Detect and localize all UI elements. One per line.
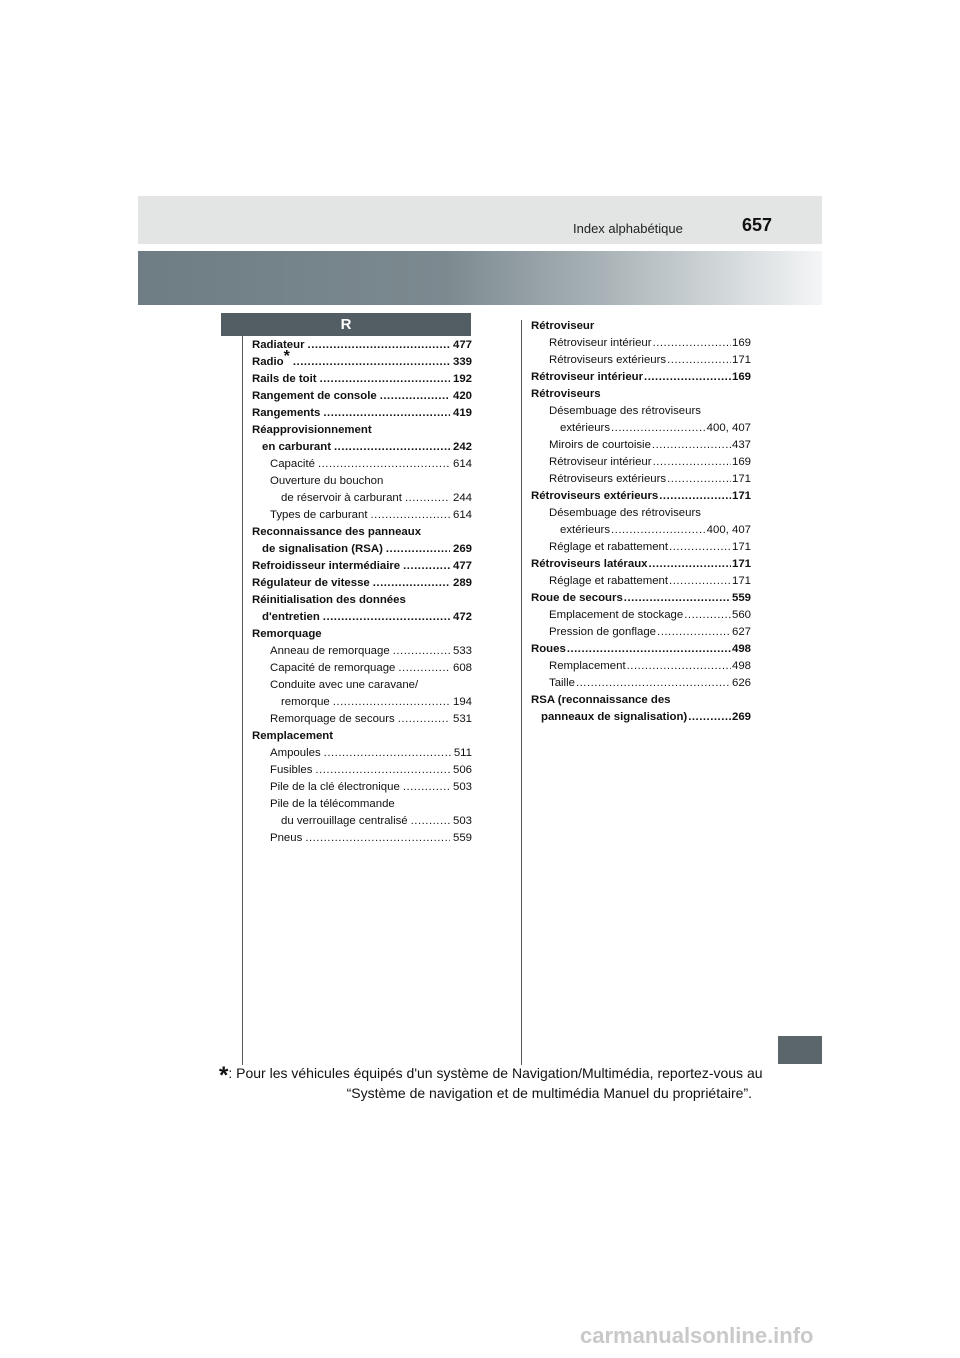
dot-leader [308, 337, 450, 354]
dot-leader [649, 556, 731, 573]
thumb-index-tab [778, 1036, 822, 1064]
dot-leader [667, 352, 731, 369]
index-column-right [531, 318, 751, 726]
dot-leader [320, 371, 450, 388]
footnote-line-2: “Système de navigation et de multimédia Manuel du propriétaire”. [346, 1085, 752, 1101]
index-entry [531, 556, 751, 573]
index-entry-label: Rétroviseur intérieur [549, 456, 652, 468]
index-entry-label: Pile de la clé électronique [270, 781, 400, 793]
index-entry-label: Rétroviseur [531, 320, 595, 332]
index-entry-page: 419 [452, 407, 472, 419]
index-entry-page: 627 [731, 626, 751, 638]
index-entry-page: 498 [731, 643, 751, 655]
dot-leader [644, 369, 731, 386]
index-entry [252, 609, 472, 626]
dot-leader [652, 437, 731, 454]
index-entry [531, 454, 751, 471]
index-entry-label: Remplacement [252, 730, 334, 742]
index-entry [531, 335, 751, 352]
index-column-left [252, 337, 472, 847]
index-entry-page: 437 [731, 439, 751, 451]
index-entry-page: 614 [452, 458, 472, 470]
index-entry [531, 352, 751, 369]
dot-leader [324, 745, 451, 762]
index-entry [252, 490, 472, 507]
index-entry-page: 503 [452, 815, 472, 827]
index-entry-label: Roues [531, 643, 566, 655]
dot-leader [627, 658, 731, 675]
index-entry-page: 533 [452, 645, 472, 657]
index-entry [531, 403, 751, 420]
index-entry [531, 692, 751, 709]
index-entry-label: en carburant [262, 441, 331, 453]
index-entry-label: Fusibles [270, 764, 313, 776]
dot-leader [398, 711, 450, 728]
footnote [219, 1062, 763, 1103]
index-entry-label: Types de carburant [270, 509, 368, 521]
dot-leader [667, 471, 731, 488]
index-entry [252, 779, 472, 796]
index-entry-label: Pneus [270, 832, 303, 844]
index-entry-label: extérieurs [560, 422, 611, 434]
dot-leader [305, 830, 450, 847]
index-entry-page: 614 [452, 509, 472, 521]
dot-leader [688, 709, 731, 726]
index-entry [531, 420, 751, 437]
index-entry [252, 762, 472, 779]
index-entry-label: Rangements [252, 407, 321, 419]
index-entry [252, 456, 472, 473]
index-entry-label: Miroirs de courtoisie [549, 439, 651, 451]
header-title: Index alphabétique [573, 221, 683, 236]
index-entry [252, 371, 472, 388]
index-entry [252, 541, 472, 558]
index-entry [531, 709, 751, 726]
index-entry-label: Désembuage des rétroviseurs [549, 507, 701, 519]
dot-leader [657, 624, 731, 641]
index-entry-page: 242 [452, 441, 472, 453]
index-entry [252, 422, 472, 439]
index-entry-page: 511 [453, 747, 472, 759]
index-entry [531, 369, 751, 386]
dot-leader [653, 335, 731, 352]
index-entry-page: 477 [452, 560, 472, 572]
index-entry [252, 439, 472, 456]
index-entry-page: 531 [452, 713, 472, 725]
index-entry [252, 813, 472, 830]
index-entry-label: Roue de secours [531, 592, 623, 604]
index-entry [252, 575, 472, 592]
index-entry [252, 524, 472, 541]
dot-leader [380, 388, 450, 405]
index-entry-page: 559 [452, 832, 472, 844]
index-entry [531, 488, 751, 505]
dot-leader [567, 641, 731, 658]
index-entry-label: Rangement de console [252, 390, 377, 402]
footnote-asterisk: * [219, 1062, 229, 1089]
index-entry-label: Rétroviseur intérieur [531, 371, 644, 383]
index-entry [531, 624, 751, 641]
index-entry-label: remorque [281, 696, 330, 708]
index-entry-label: Taille [549, 677, 575, 689]
index-entry-page: 420 [452, 390, 472, 402]
dot-leader [398, 660, 450, 677]
index-entry [252, 388, 472, 405]
dot-leader [576, 675, 731, 692]
dot-leader [611, 522, 706, 539]
index-entry-page: 626 [731, 677, 751, 689]
index-entry [252, 830, 472, 847]
dot-leader [684, 607, 731, 624]
dot-leader [373, 575, 450, 592]
index-entry-page: 477 [452, 339, 472, 351]
page-number: 657 [742, 215, 773, 235]
dot-leader [405, 490, 450, 507]
index-entry-label: Réinitialisation des données [252, 594, 406, 606]
index-entry [531, 590, 751, 607]
index-entry-page: 171 [731, 490, 751, 502]
footnote-line-1 [219, 1062, 763, 1089]
index-entry [252, 643, 472, 660]
dot-leader [669, 539, 731, 556]
dot-leader [611, 420, 706, 437]
index-entry [252, 473, 472, 490]
dot-leader [659, 488, 731, 505]
column-divider-middle [521, 320, 522, 1065]
index-entry [531, 641, 751, 658]
index-entry-page: 192 [452, 373, 472, 385]
dot-leader [653, 454, 731, 471]
index-entry [252, 558, 472, 575]
index-entry [531, 607, 751, 624]
dot-leader [323, 609, 450, 626]
index-entry [252, 677, 472, 694]
index-entry-label: Rétroviseurs latéraux [531, 558, 648, 570]
index-entry-page: 400, 407 [706, 524, 751, 536]
index-entry-label: Réapprovisionnement [252, 424, 372, 436]
index-entry-page: 171 [731, 541, 751, 553]
header-band [138, 196, 822, 244]
index-entry [531, 505, 751, 522]
index-entry-label: Rails de toit [252, 373, 317, 385]
index-entry [252, 796, 472, 813]
index-entry-label: Rétroviseurs extérieurs [549, 473, 667, 485]
index-entry [252, 660, 472, 677]
footnote-text-1: : Pour les véhicules équipés d'un système de Navigation/Multimédia, reportez-vous au [228, 1065, 763, 1081]
index-entry-label: Capacité de remorquage [270, 662, 396, 674]
index-entry-label: Reconnaissance des panneaux [252, 526, 422, 538]
index-entry [252, 694, 472, 711]
index-entry-label: Refroidisseur intermédiaire [252, 560, 401, 572]
index-entry-label: Ampoules [270, 747, 321, 759]
dot-leader [403, 779, 450, 796]
index-entry [252, 592, 472, 609]
index-entry-label: Pression de gonflage [549, 626, 657, 638]
index-entry-page: 289 [452, 577, 472, 589]
index-entry-page: 171 [731, 473, 751, 485]
dot-leader [318, 456, 450, 473]
index-entry-page: 559 [731, 592, 751, 604]
index-entry-page: 169 [731, 371, 751, 383]
index-entry-label: Ouverture du bouchon [270, 475, 384, 487]
dot-leader [323, 405, 450, 422]
index-entry-label: de réservoir à carburant [281, 492, 402, 504]
dot-leader [315, 762, 450, 779]
index-entry [252, 728, 472, 745]
index-entry [252, 745, 472, 762]
index-entry-label: Remplacement [549, 660, 626, 672]
dot-leader [371, 507, 450, 524]
index-entry-page: 244 [452, 492, 472, 504]
index-entry-label: Anneau de remorquage [270, 645, 390, 657]
index-entry-label: RSA (reconnaissance des [531, 694, 671, 706]
index-entry-label: Rétroviseurs [531, 388, 601, 400]
index-entry [531, 675, 751, 692]
index-entry-page: 339 [452, 356, 472, 368]
index-entry-page: 503 [452, 781, 472, 793]
index-entry-label: d'entretien [262, 611, 320, 623]
index-entry-label: Conduite avec une caravane/ [270, 679, 419, 691]
index-entry-label: Rétroviseurs extérieurs [531, 490, 659, 502]
dot-leader [624, 590, 731, 607]
gradient-banner [138, 251, 822, 305]
section-letter-tab: R [221, 313, 471, 336]
index-entry-page: 472 [452, 611, 472, 623]
index-entry [531, 437, 751, 454]
index-entry-label: Remorquage [252, 628, 322, 640]
index-entry-label: Capacité [270, 458, 315, 470]
column-divider-left [242, 336, 243, 1065]
index-entry-page: 171 [731, 354, 751, 366]
index-entry [252, 507, 472, 524]
index-entry [531, 471, 751, 488]
dot-leader [333, 694, 450, 711]
index-entry-page: 400, 407 [706, 422, 751, 434]
index-entry [531, 386, 751, 403]
index-entry-label: Pile de la télécommande [270, 798, 395, 810]
index-entry-label: Rétroviseur intérieur [549, 337, 652, 349]
dot-leader [669, 573, 731, 590]
index-entry-page: 269 [452, 543, 472, 555]
watermark: carmanualsonline.info [580, 1323, 814, 1348]
dot-leader [386, 541, 450, 558]
index-entry-label: Rétroviseurs extérieurs [549, 354, 667, 366]
index-entry-page: 169 [731, 337, 751, 349]
index-entry [531, 658, 751, 675]
index-entry-page: 171 [731, 558, 751, 570]
index-entry [531, 539, 751, 556]
index-entry-page: 608 [452, 662, 472, 674]
index-entry-label: extérieurs [560, 524, 611, 536]
index-entry-label: du verrouillage centralisé [281, 815, 408, 827]
dot-leader [393, 643, 450, 660]
index-entry-page: 269 [731, 711, 751, 723]
index-entry-label: panneaux de signalisation) [541, 711, 688, 723]
index-entry-page: 560 [731, 609, 751, 621]
index-entry [531, 573, 751, 590]
dot-leader [293, 354, 450, 371]
index-entry-label: Emplacement de stockage [549, 609, 684, 621]
dot-leader [403, 558, 450, 575]
index-entry-page: 171 [731, 575, 751, 587]
index-entry-page: 169 [731, 456, 751, 468]
index-entry-label: Réglage et rabattement [549, 575, 669, 587]
dot-leader [334, 439, 450, 456]
dot-leader [411, 813, 450, 830]
index-entry [531, 522, 751, 539]
index-entry-page: 506 [452, 764, 472, 776]
index-entry-page: 194 [452, 696, 472, 708]
index-entry-label: de signalisation (RSA) [262, 543, 383, 555]
index-entry-label: Radiateur [252, 339, 305, 351]
index-entry [252, 711, 472, 728]
index-entry-label: Régulateur de vitesse [252, 577, 370, 589]
index-entry [252, 626, 472, 643]
index-entry-label: Désembuage des rétroviseurs [549, 405, 701, 417]
index-entry-label: Remorquage de secours [270, 713, 395, 725]
index-entry-label: Réglage et rabattement [549, 541, 669, 553]
index-entry: Radio * ..... 339 [252, 354, 472, 371]
index-entry [531, 318, 751, 335]
index-entry-label: Radio [252, 356, 284, 368]
index-entry [252, 405, 472, 422]
index-entry-page: 498 [731, 660, 751, 672]
